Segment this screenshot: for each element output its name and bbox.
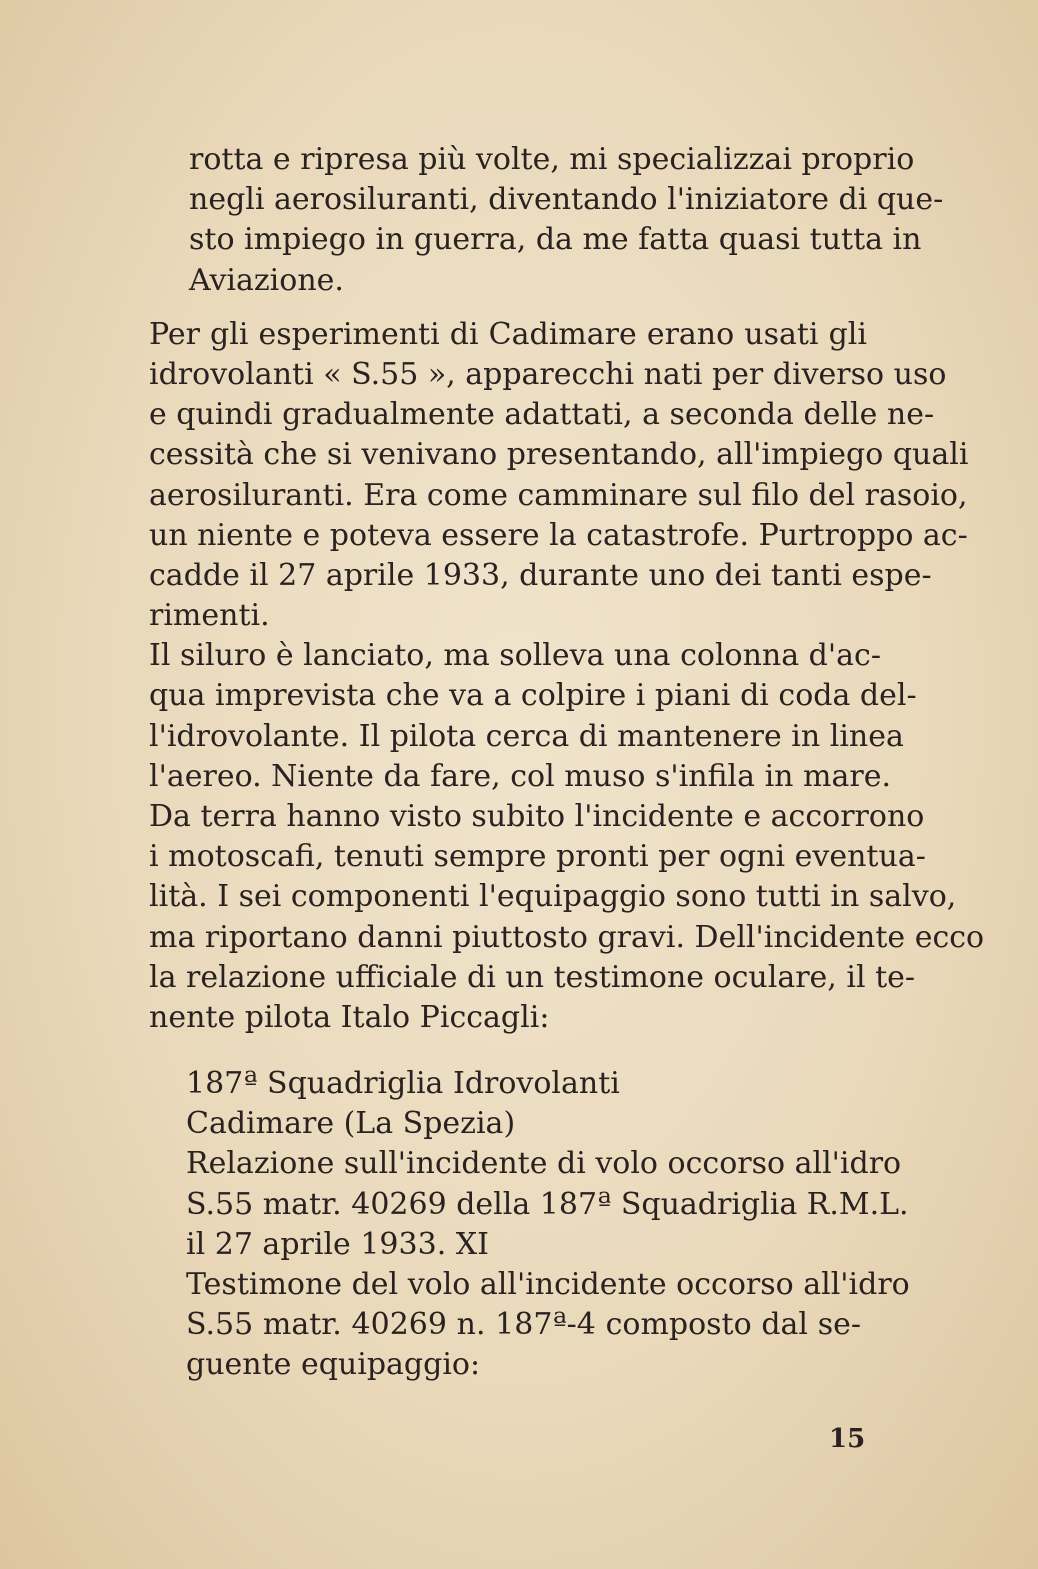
text-line: i motoscafi, tenuti sempre pronti per ogni eventua- xyxy=(149,839,926,875)
quote-line: Relazione sull'incidente di volo occorso all'idro xyxy=(186,1146,902,1182)
text-line: nente pilota Italo Piccagli: xyxy=(149,999,550,1035)
page-number: 15 xyxy=(829,1424,866,1454)
quote-line: S.55 matr. 40269 n. 187ª-4 composto dal se- xyxy=(186,1307,861,1343)
quote-line: Cadimare (La Spezia) xyxy=(186,1106,516,1142)
text-line: Il siluro è lanciato, ma solleva una colonna d'ac- xyxy=(149,638,881,674)
text-line: cadde il 27 aprile 1933, durante uno dei tanti espe- xyxy=(149,557,932,593)
text-line: Aviazione. xyxy=(189,262,344,298)
text-line: negli aerosiluranti, diventando l'iniziatore di que- xyxy=(189,182,944,218)
text-line: lità. I sei componenti l'equipaggio sono tutti in salvo, xyxy=(149,879,957,915)
text-line: cessità che si venivano presentando, all'impiego quali xyxy=(149,437,969,473)
body-text xyxy=(117,140,985,1038)
quote-line: il 27 aprile 1933. XI xyxy=(186,1226,489,1262)
text-line: qua imprevista che va a colpire i piani di coda del- xyxy=(149,678,917,714)
text-line: Per gli esperimenti di Cadimare erano usati gli xyxy=(149,316,867,352)
quote-line: 187ª Squadriglia Idrovolanti xyxy=(186,1066,620,1101)
text-line: l'idrovolante. Il pilota cerca di mantenere in linea xyxy=(149,718,904,754)
text-line: Da terra hanno visto subito l'incidente e accorrono xyxy=(149,799,925,834)
text-line: rimenti. xyxy=(149,598,270,634)
text-line: un niente e poteva essere la catastrofe. Purtroppo ac- xyxy=(149,517,968,553)
text-line: la relazione ufficiale di un testimone oculare, il te- xyxy=(149,959,916,995)
text-line: aerosiluranti. Era come camminare sul filo del rasoio, xyxy=(149,477,968,513)
quote-line: Testimone del volo all'incidente occorso all'idro xyxy=(186,1266,910,1302)
text-line: e quindi gradualmente adattati, a seconda delle ne- xyxy=(149,397,935,433)
quote-line: guente equipaggio: xyxy=(186,1347,481,1383)
text-line: l'aereo. Niente da fare, col muso s'infila in mare. xyxy=(149,758,891,794)
text-line: idrovolanti « S.55 », apparecchi nati per diverso uso xyxy=(149,356,947,392)
text-line: rotta e ripresa più volte, mi specializzai proprio xyxy=(189,142,915,177)
quoted-report xyxy=(186,1064,910,1386)
text-line: sto impiego in guerra, da me fatta quasi tutta in xyxy=(189,222,922,258)
quote-line: S.55 matr. 40269 della 187ª Squadriglia R.M.L. xyxy=(186,1186,909,1222)
text-line: ma riportano danni piuttosto gravi. Dell'incidente ecco xyxy=(149,919,985,955)
